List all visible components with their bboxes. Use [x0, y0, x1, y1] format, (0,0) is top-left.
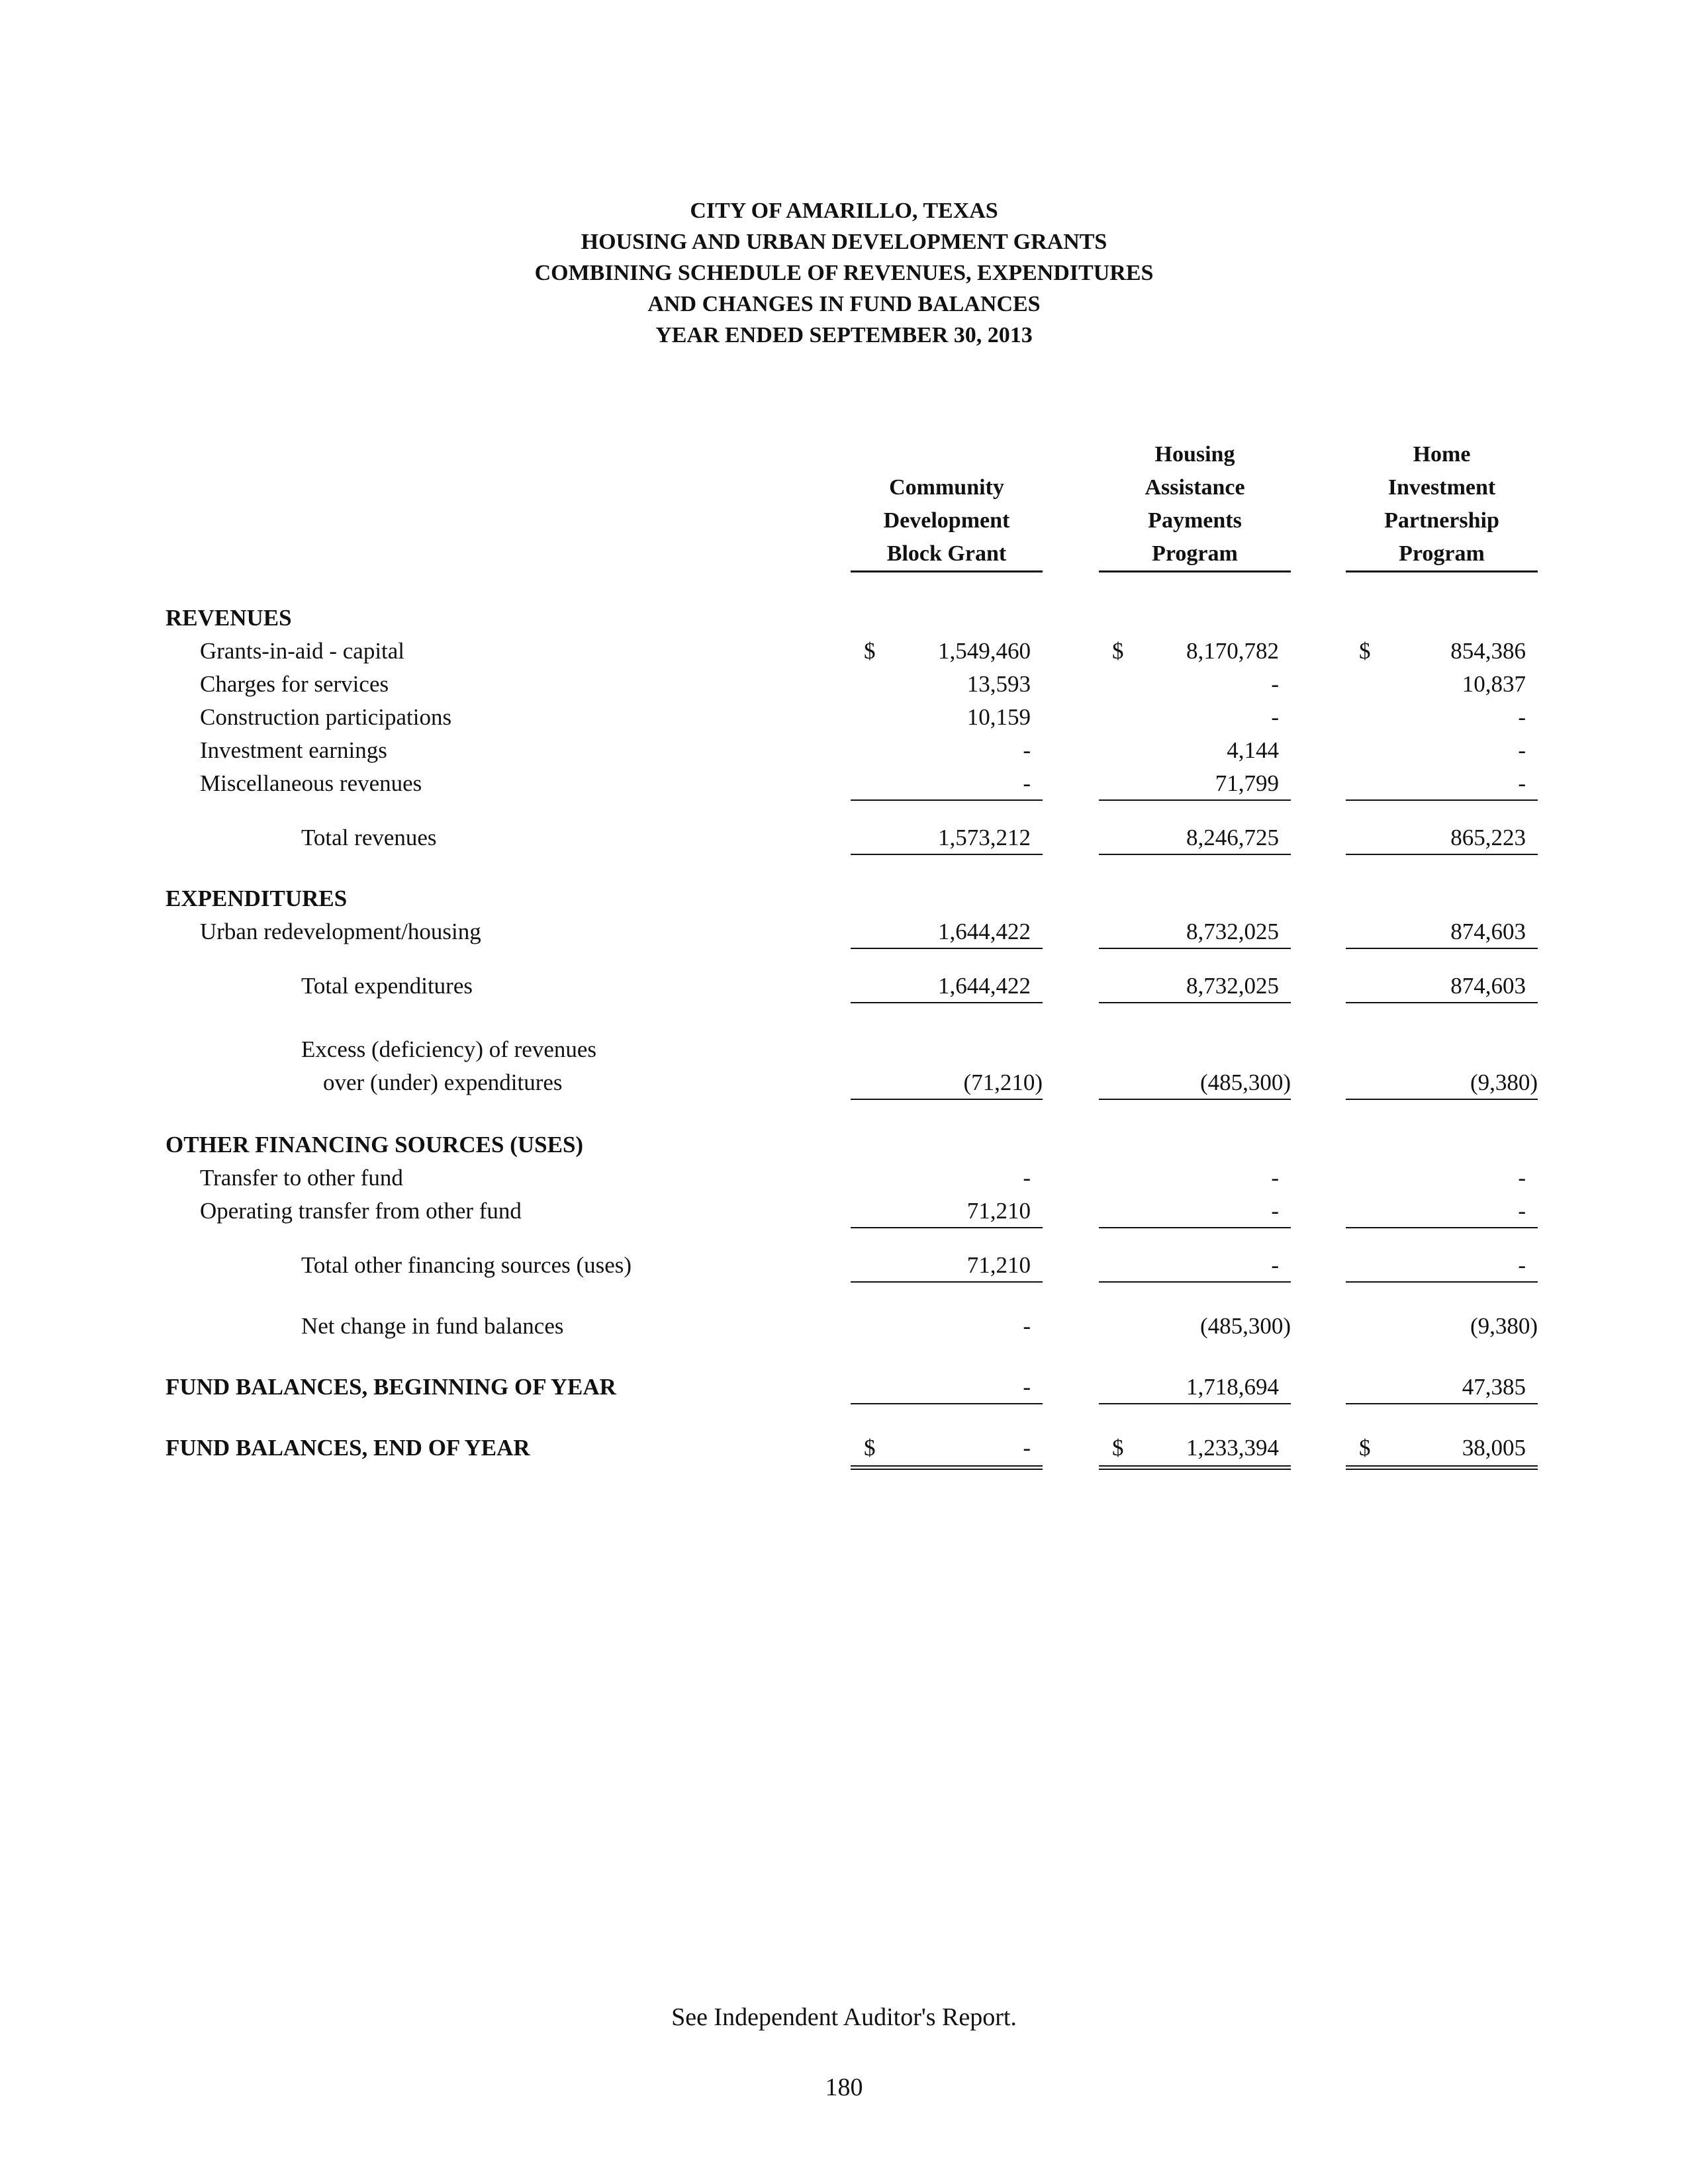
- dollar-sign: $: [1112, 1435, 1124, 1461]
- row-label: Grants-in-aid - capital: [200, 638, 405, 664]
- cell-cdbg: -: [1023, 770, 1031, 796]
- dollar-sign: $: [1359, 1435, 1371, 1461]
- row-label: Construction participations: [200, 704, 452, 730]
- dollar-sign: $: [1359, 638, 1371, 664]
- cell-hap: (485,300): [1199, 1069, 1291, 1095]
- column-header-cdbg-line: Development: [883, 508, 1010, 533]
- row-label: Investment earnings: [200, 737, 387, 763]
- cell-cdbg: 10,159: [966, 704, 1031, 730]
- double-underline: [1346, 1465, 1538, 1470]
- underline: [851, 1099, 1043, 1100]
- double-underline: [1099, 1465, 1291, 1470]
- cell-cdbg: 1,644,422: [938, 973, 1031, 999]
- dollar-sign: $: [1112, 638, 1124, 664]
- total-label: Total other financing sources (uses): [301, 1252, 632, 1278]
- cell-cdbg: 1,644,422: [938, 919, 1031, 944]
- cell-hap: -: [1271, 1165, 1279, 1191]
- cell-home: -: [1518, 1165, 1526, 1191]
- column-header-rule: [1346, 570, 1538, 572]
- double-underline: [851, 1465, 1043, 1470]
- underline: [851, 854, 1043, 855]
- cell-home: (9,380): [1470, 1069, 1538, 1095]
- cell-home: 874,603: [1450, 973, 1526, 999]
- underline: [851, 1002, 1043, 1003]
- fund-balance-beginning-label: FUND BALANCES, BEGINNING OF YEAR: [165, 1374, 616, 1400]
- underline: [1346, 948, 1538, 949]
- cell-home: -: [1518, 704, 1526, 730]
- row-label: Transfer to other fund: [200, 1165, 403, 1191]
- row-label: Miscellaneous revenues: [200, 770, 422, 796]
- underline: [1099, 799, 1291, 801]
- header-line-2: HOUSING AND URBAN DEVELOPMENT GRANTS: [581, 230, 1107, 254]
- underline: [1346, 1227, 1538, 1228]
- column-header-cdbg-line: Community: [889, 475, 1004, 500]
- column-header-hap-line: Housing: [1154, 442, 1235, 467]
- cell-home: 10,837: [1462, 671, 1526, 697]
- column-header-home-line: Partnership: [1384, 508, 1499, 533]
- column-header-rule: [1099, 570, 1291, 572]
- underline: [851, 1227, 1043, 1228]
- cell-hap: 8,732,025: [1186, 973, 1279, 999]
- underline: [1099, 1403, 1291, 1404]
- total-label: Total expenditures: [301, 973, 473, 999]
- cell-hap: 8,732,025: [1186, 919, 1279, 944]
- underline: [851, 799, 1043, 801]
- cell-hap: 4,144: [1227, 737, 1279, 763]
- underline: [851, 1403, 1043, 1404]
- cell-cdbg: -: [1023, 1313, 1031, 1339]
- row-label: Charges for services: [200, 671, 389, 697]
- cell-cdbg: 1,549,460: [938, 638, 1031, 664]
- header-line-5: YEAR ENDED SEPTEMBER 30, 2013: [655, 323, 1033, 347]
- column-header-cdbg: [851, 471, 1043, 570]
- cell-cdbg: 71,210: [966, 1198, 1031, 1224]
- column-header-home-line: Home: [1413, 442, 1471, 467]
- auditor-report-note: See Independent Auditor's Report.: [671, 2003, 1017, 2031]
- underline: [1346, 1281, 1538, 1283]
- cell-home: -: [1518, 770, 1526, 796]
- cell-hap: 1,718,694: [1186, 1374, 1279, 1400]
- cell-hap: 1,233,394: [1186, 1435, 1279, 1461]
- dollar-sign: $: [864, 638, 876, 664]
- section-title-other-financing: OTHER FINANCING SOURCES (USES): [165, 1132, 584, 1158]
- header-line-3: COMBINING SCHEDULE OF REVENUES, EXPENDITURES: [534, 261, 1154, 285]
- excess-label-line-2: over (under) expenditures: [323, 1069, 563, 1095]
- column-header-hap-line: Payments: [1148, 508, 1242, 533]
- cell-cdbg: -: [1023, 1374, 1031, 1400]
- underline: [1099, 854, 1291, 855]
- underline: [851, 948, 1043, 949]
- underline: [1346, 1403, 1538, 1404]
- section-title-expenditures: EXPENDITURES: [165, 886, 348, 911]
- underline: [1346, 799, 1538, 801]
- cell-hap: 8,246,725: [1186, 825, 1279, 850]
- column-header-hap-line: Program: [1152, 541, 1238, 566]
- cell-cdbg: -: [1023, 1435, 1031, 1461]
- cell-hap: (485,300): [1199, 1313, 1291, 1339]
- dollar-sign: $: [864, 1435, 876, 1461]
- column-header-hap: [1099, 438, 1291, 570]
- column-header-home-line: Program: [1399, 541, 1485, 566]
- row-label: Urban redevelopment/housing: [200, 919, 481, 944]
- cell-home: -: [1518, 737, 1526, 763]
- cell-hap: -: [1271, 704, 1279, 730]
- cell-cdbg: -: [1023, 737, 1031, 763]
- page-number: 180: [825, 2073, 863, 2101]
- header-line-4: AND CHANGES IN FUND BALANCES: [647, 292, 1041, 316]
- total-label: Total revenues: [301, 825, 437, 850]
- cell-hap: -: [1271, 1198, 1279, 1224]
- cell-hap: -: [1271, 1252, 1279, 1278]
- cell-cdbg: 1,573,212: [938, 825, 1031, 850]
- fund-balance-end-label: FUND BALANCES, END OF YEAR: [165, 1435, 530, 1461]
- cell-hap: 71,799: [1215, 770, 1279, 796]
- underline: [851, 1281, 1043, 1283]
- cell-home: 865,223: [1450, 825, 1526, 850]
- header-line-1: CITY OF AMARILLO, TEXAS: [690, 199, 998, 223]
- column-header-hap-line: Assistance: [1145, 475, 1245, 500]
- report-header: [0, 195, 1688, 351]
- cell-hap: 8,170,782: [1186, 638, 1279, 664]
- underline: [1099, 1002, 1291, 1003]
- cell-home: 38,005: [1462, 1435, 1526, 1461]
- cell-cdbg: -: [1023, 1165, 1031, 1191]
- underline: [1346, 1002, 1538, 1003]
- underline: [1346, 1099, 1538, 1100]
- underline: [1099, 948, 1291, 949]
- cell-home: 874,603: [1450, 919, 1526, 944]
- cell-home: 47,385: [1462, 1374, 1526, 1400]
- column-header-home: [1346, 438, 1538, 570]
- cell-home: 854,386: [1450, 638, 1526, 664]
- column-header-cdbg-line: Block Grant: [886, 541, 1007, 566]
- cell-home: -: [1518, 1198, 1526, 1224]
- cell-hap: -: [1271, 671, 1279, 697]
- cell-home: (9,380): [1470, 1313, 1538, 1339]
- cell-cdbg: 13,593: [966, 671, 1031, 697]
- row-label: Operating transfer from other fund: [200, 1198, 522, 1224]
- underline: [1346, 854, 1538, 855]
- cell-home: -: [1518, 1252, 1526, 1278]
- section-title-revenues: REVENUES: [165, 605, 292, 631]
- underline: [1099, 1281, 1291, 1283]
- net-change-label: Net change in fund balances: [301, 1313, 564, 1339]
- cell-cdbg: 71,210: [966, 1252, 1031, 1278]
- cell-cdbg: (71,210): [963, 1069, 1043, 1095]
- column-header-rule: [851, 570, 1043, 572]
- underline: [1099, 1099, 1291, 1100]
- excess-label-line-1: Excess (deficiency) of revenues: [301, 1036, 597, 1062]
- column-header-home-line: Investment: [1387, 475, 1496, 500]
- underline: [1099, 1227, 1291, 1228]
